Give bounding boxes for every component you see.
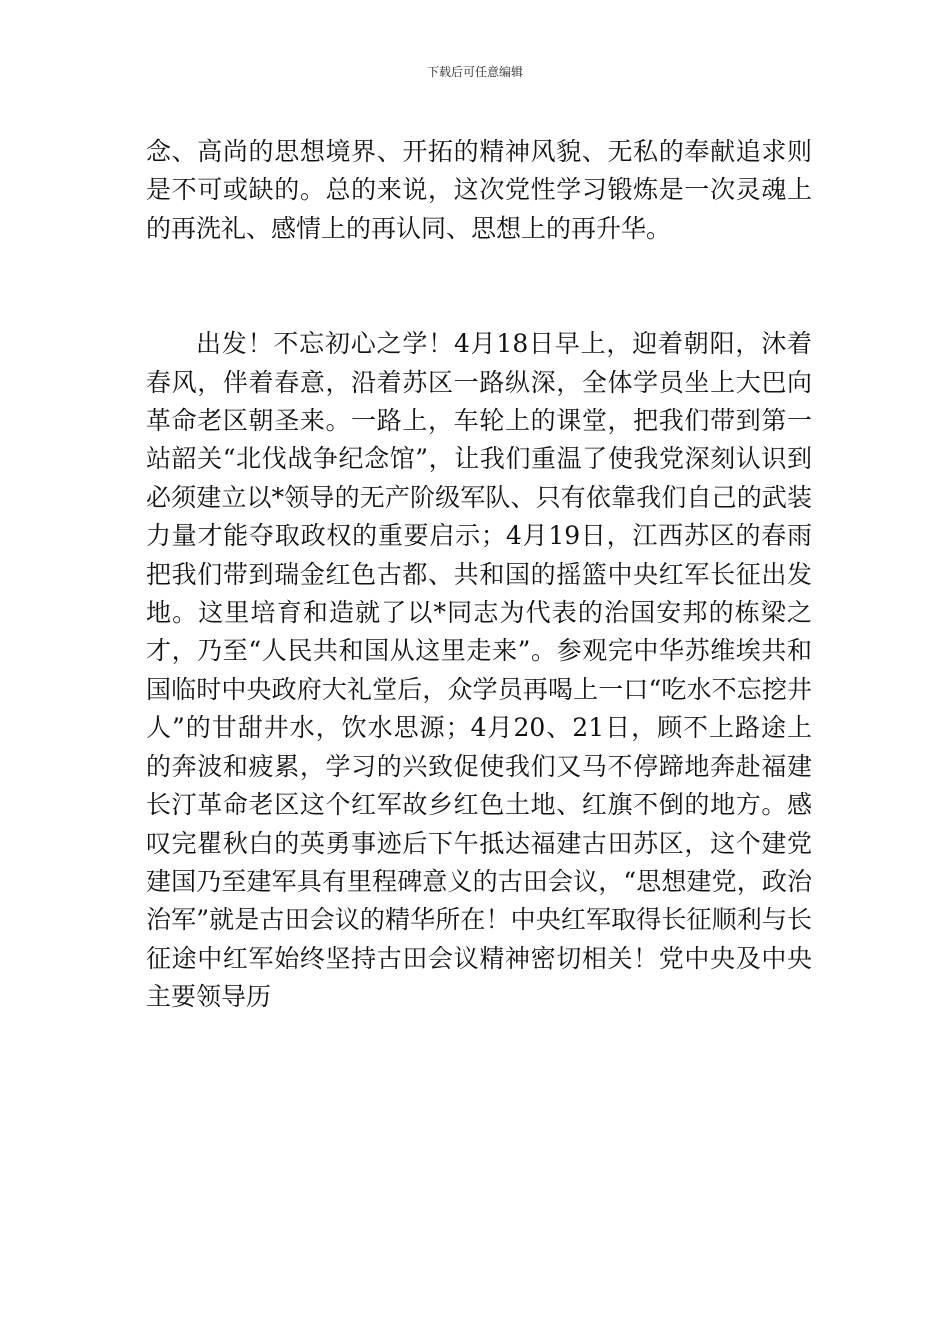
- page-header: 下载后可任意编辑: [426, 65, 523, 79]
- paragraph-departure: 出发！不忘初心之学！4月18日早上，迎着朝阳，沐着春风，伴着春意，沿着苏区一路纵深，全体学员坐上大巴向革命老区朝圣来。一路上，车轮上的课堂，把我们带到第一站韶关“北伐战争纪念馆”，让我们重温了使我党深刻认识到必须建立以*领导的无产阶级军队、只有依靠我们自己的武装力量才能夺取政权的重要启示；4月19日，江西苏区的春雨把我们带到瑞金红色古都、共和国的摇篮中央红军长征出发地。这里培育和造就了以*同志为代表的治国安邦的栋梁之才，乃至“人民共和国从这里走来”。参观完中华苏维埃共和国临时中央政府大礼堂后，众学员再喝上一口“吃水不忘挖井人”的甘甜井水，饮水思源；4月20、21日，顾不上路途上的奔波和疲累，学习的兴致促使我们又马不停蹄地奔赴福建长汀革命老区这个红军故乡红色土地、红旗不倒的地方。感叹完瞿秋白的英勇事迹后下午抵达福建古田苏区，这个建党建国乃至建军具有里程碑意义的古田会议，“思想建党，政治治军”就是古田会议的精华所在！中央红军取得长征顺利与长征途中红军始终坚持古田会议精神密切相关！党中央及中央主要领导历: [146, 329, 812, 1012]
- document-body: [146, 133, 812, 1017]
- paragraph-spacer: [146, 248, 812, 325]
- paragraph-continued: 念、高尚的思想境界、开拓的精神风貌、无私的奉献追求则是不可或缺的。总的来说，这次党性学习锻炼是一次灵魂上的再洗礼、感情上的再认同、思想上的再升华。: [146, 137, 812, 243]
